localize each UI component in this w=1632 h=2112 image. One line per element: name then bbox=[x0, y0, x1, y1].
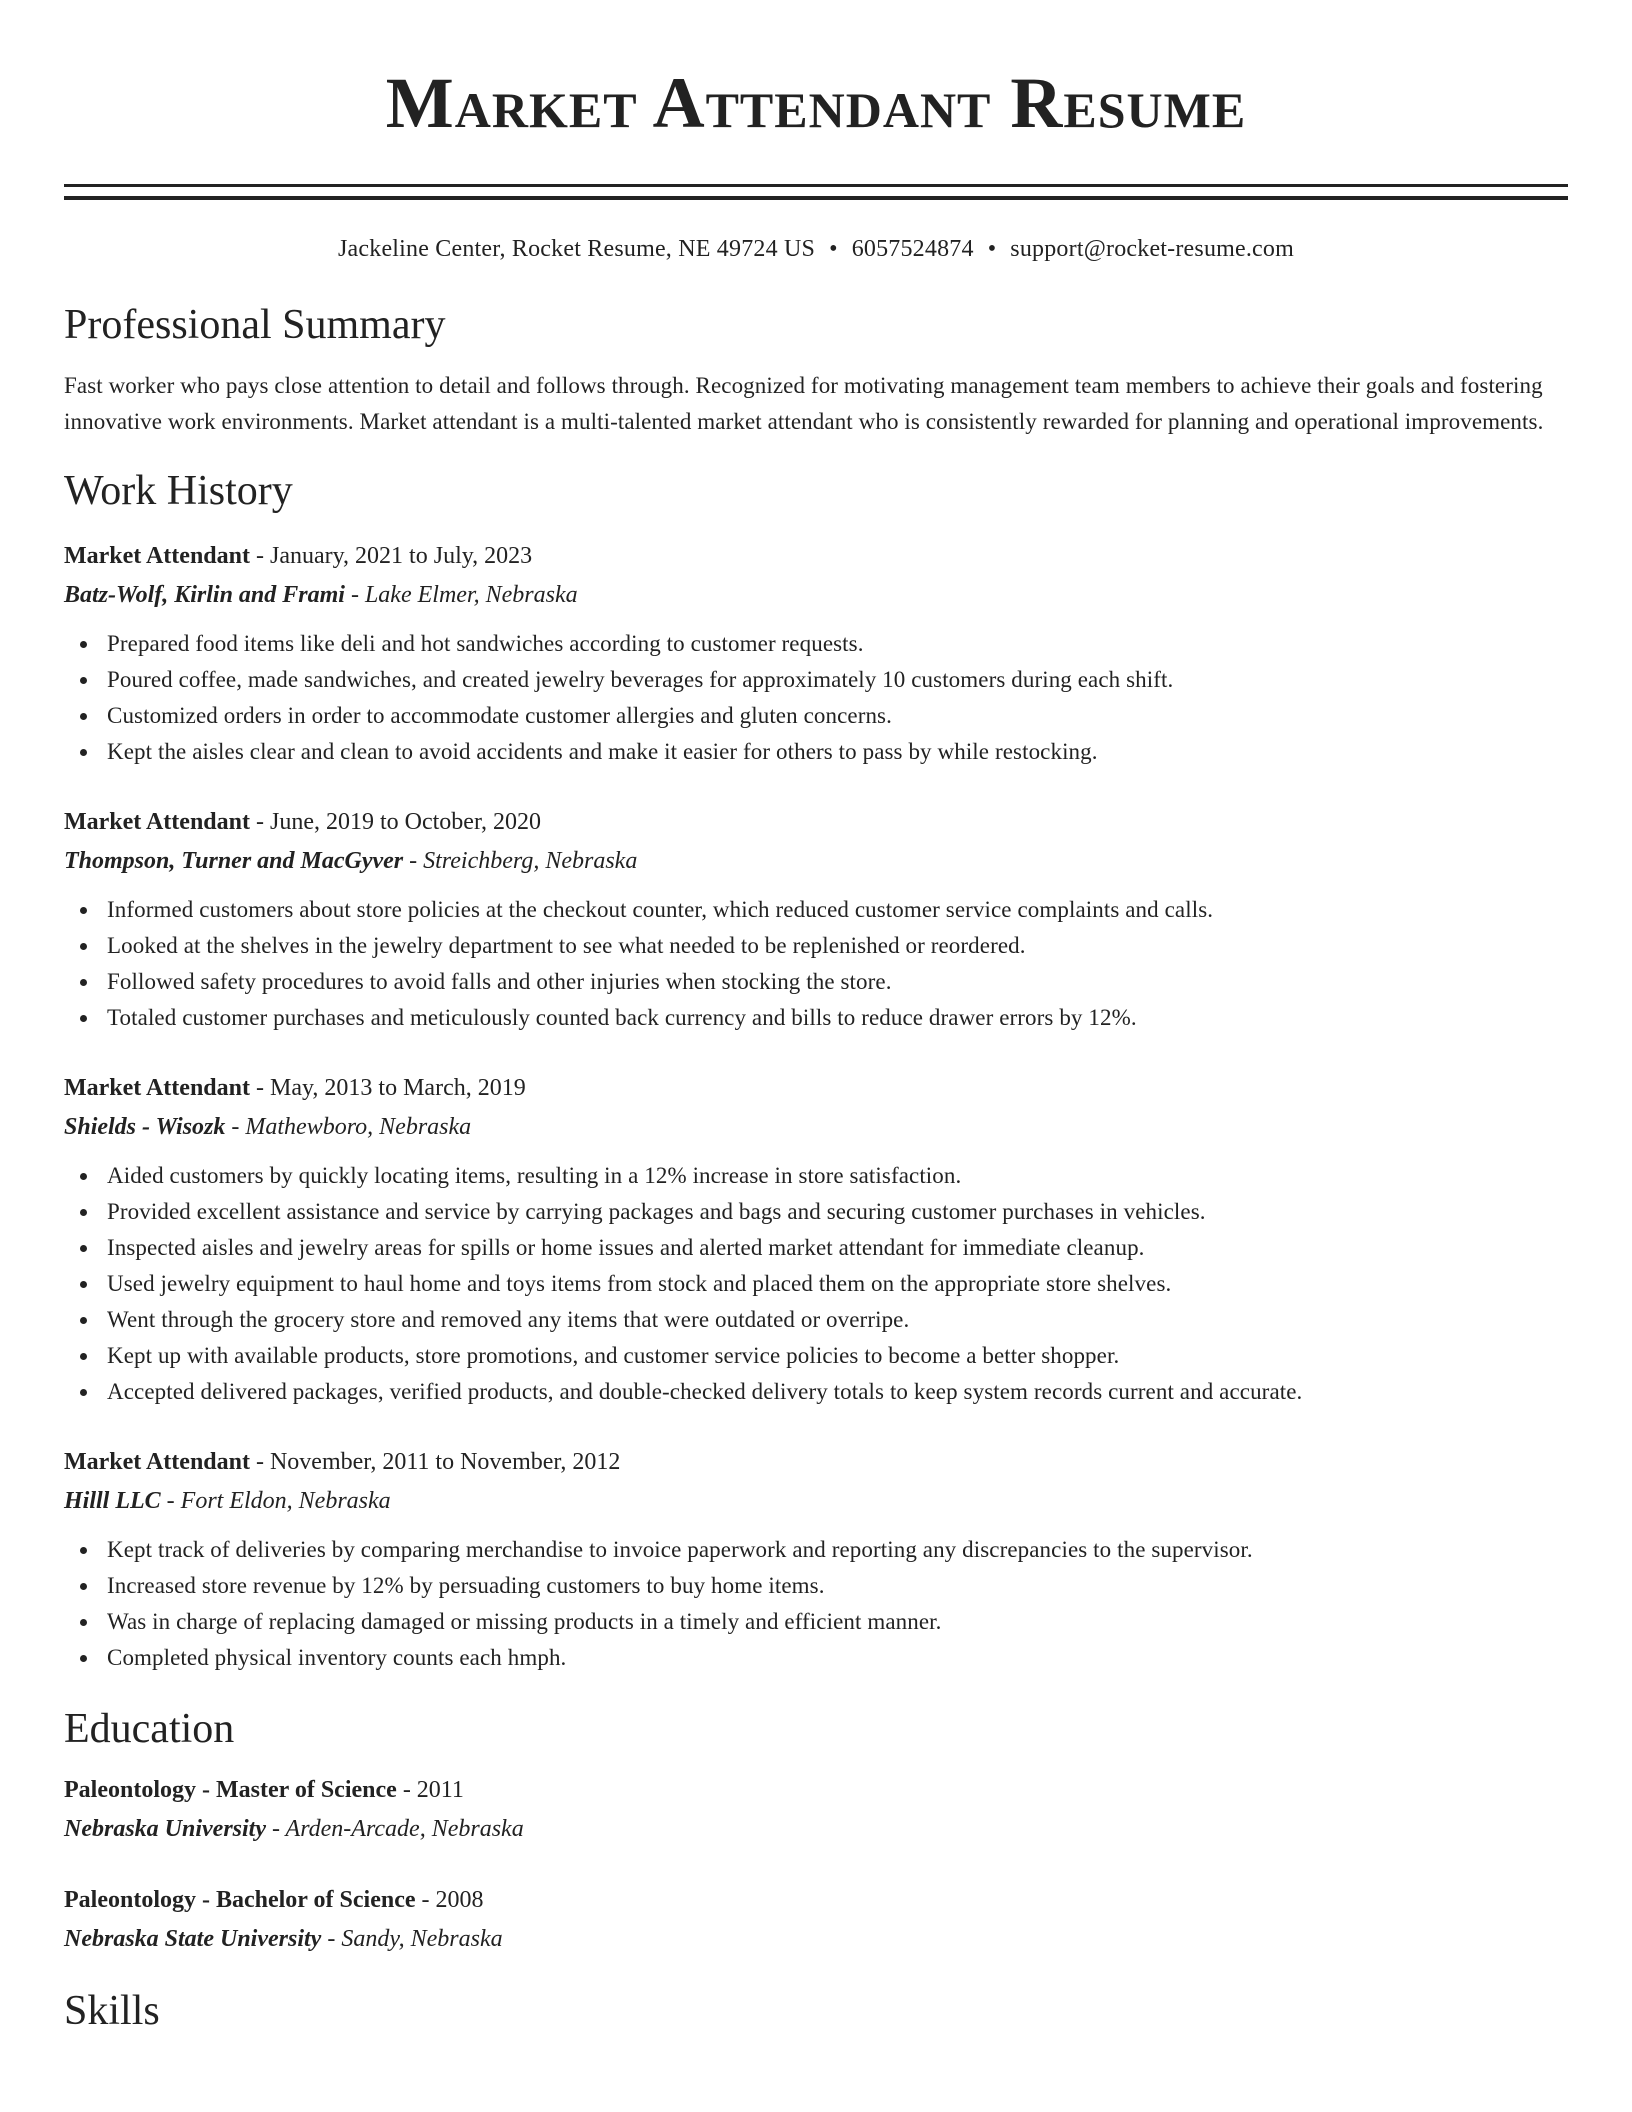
list-item: Totaled customer purchases and meticulously counted back currency and bills to reduce drawer errors by 12%. bbox=[107, 1000, 1568, 1036]
list-item: Customized orders in order to accommodate customer allergies and gluten concerns. bbox=[107, 698, 1568, 734]
job-employer bbox=[64, 1108, 1568, 1146]
job-heading bbox=[64, 1444, 1568, 1480]
job-dates: - June, 2019 to October, 2020 bbox=[249, 809, 541, 835]
education-entry bbox=[64, 1882, 1568, 1958]
job-dates: - January, 2021 to July, 2023 bbox=[249, 543, 533, 569]
resume-page bbox=[64, 0, 1568, 2036]
job-employer bbox=[64, 1482, 1568, 1520]
job-employer bbox=[64, 576, 1568, 614]
job-heading bbox=[64, 1070, 1568, 1106]
job-location: - Fort Eldon, Nebraska bbox=[160, 1488, 391, 1514]
education-school: Nebraska State University bbox=[64, 1926, 322, 1952]
job-bullets bbox=[64, 1158, 1568, 1410]
list-item: Provided excellent assistance and service by carrying packages and bags and securing customer purchases in vehicles. bbox=[107, 1194, 1568, 1230]
list-item: Kept track of deliveries by comparing merchandise to invoice paperwork and reporting any discrepancies to the supervisor. bbox=[107, 1532, 1568, 1568]
page-title: Market Attendant Resume bbox=[385, 63, 1247, 143]
contact-address: Jackeline Center, Rocket Resume, NE 49724 US bbox=[338, 236, 816, 262]
job-role: Market Attendant bbox=[64, 809, 250, 835]
list-item: Inspected aisles and jewelry areas for spills or home issues and alerted market attendant for immediate cleanup. bbox=[107, 1230, 1568, 1266]
skills-heading: Skills bbox=[64, 1988, 160, 2034]
job-entry bbox=[64, 538, 1568, 770]
job-role: Market Attendant bbox=[64, 543, 250, 569]
education-degree: Paleontology - Master of Science bbox=[64, 1777, 397, 1803]
education-location: - Sandy, Nebraska bbox=[321, 1926, 503, 1952]
job-role: Market Attendant bbox=[64, 1449, 250, 1475]
list-item: Prepared food items like deli and hot sandwiches according to customer requests. bbox=[107, 626, 1568, 662]
work-history-heading: Work History bbox=[64, 468, 293, 514]
contact-phone: 6057524874 bbox=[851, 236, 974, 262]
job-employer bbox=[64, 842, 1568, 880]
job-location: - Streichberg, Nebraska bbox=[403, 848, 638, 874]
list-item: Aided customers by quickly locating items, resulting in a 12% increase in store satisfaction. bbox=[107, 1158, 1568, 1194]
job-company: Thompson, Turner and MacGyver bbox=[64, 848, 404, 874]
summary-heading: Professional Summary bbox=[64, 302, 446, 348]
list-item: Looked at the shelves in the jewelry department to see what needed to be replenished or reordered. bbox=[107, 928, 1568, 964]
job-location: - Mathewboro, Nebraska bbox=[225, 1114, 472, 1140]
list-item: Followed safety procedures to avoid falls and other injuries when stocking the store. bbox=[107, 964, 1568, 1000]
education-degree-line bbox=[64, 1772, 1568, 1808]
contact-separator: • bbox=[829, 236, 838, 262]
title-divider bbox=[64, 184, 1568, 200]
list-item: Accepted delivered packages, verified products, and double-checked delivery totals to keep system records current and accurate. bbox=[107, 1374, 1568, 1410]
list-item: Kept up with available products, store promotions, and customer service policies to become a better shopper. bbox=[107, 1338, 1568, 1374]
summary-text: Fast worker who pays close attention to detail and follows through. Recognized for motivating management team members to achieve their goals and fostering innovative work environments. Market attendant is a multi-talented market attendant who is consistently rewarded for planning and operational improvements. bbox=[64, 373, 1544, 434]
education-location: - Arden-Arcade, Nebraska bbox=[265, 1816, 524, 1842]
job-dates: - November, 2011 to November, 2012 bbox=[249, 1449, 621, 1475]
education-school-line bbox=[64, 1920, 1568, 1958]
job-entry bbox=[64, 1070, 1568, 1410]
list-item: Was in charge of replacing damaged or missing products in a timely and efficient manner. bbox=[107, 1604, 1568, 1640]
education-school-line bbox=[64, 1810, 1568, 1848]
contact-line bbox=[64, 234, 1568, 264]
contact-separator: • bbox=[987, 236, 997, 262]
list-item: Kept the aisles clear and clean to avoid accidents and make it easier for others to pass by while restocking. bbox=[107, 734, 1568, 770]
job-bullets bbox=[64, 1532, 1568, 1676]
education-degree-line bbox=[64, 1882, 1568, 1918]
education-year: - 2011 bbox=[396, 1777, 464, 1803]
job-heading bbox=[64, 538, 1568, 574]
job-bullets bbox=[64, 892, 1568, 1036]
contact-email: support@rocket-resume.com bbox=[1010, 236, 1294, 262]
job-company: Batz-Wolf, Kirlin and Frami bbox=[64, 582, 345, 608]
job-dates: - May, 2013 to March, 2019 bbox=[249, 1075, 526, 1101]
education-school: Nebraska University bbox=[64, 1816, 266, 1842]
education-heading: Education bbox=[64, 1706, 235, 1752]
job-role: Market Attendant bbox=[64, 1075, 250, 1101]
list-item: Poured coffee, made sandwiches, and created jewelry beverages for approximately 10 customers during each shift. bbox=[107, 662, 1568, 698]
job-company: Shields - Wisozk bbox=[64, 1114, 226, 1140]
job-location: - Lake Elmer, Nebraska bbox=[344, 582, 578, 608]
list-item: Used jewelry equipment to haul home and toys items from stock and placed them on the appropriate store shelves. bbox=[107, 1266, 1568, 1302]
job-entry bbox=[64, 1444, 1568, 1676]
education-year: - 2008 bbox=[415, 1887, 484, 1913]
job-bullets bbox=[64, 626, 1568, 770]
list-item: Went through the grocery store and removed any items that were outdated or overripe. bbox=[107, 1302, 1568, 1338]
job-company: Hilll LLC bbox=[64, 1488, 161, 1514]
list-item: Increased store revenue by 12% by persuading customers to buy home items. bbox=[107, 1568, 1568, 1604]
education-degree: Paleontology - Bachelor of Science bbox=[64, 1887, 416, 1913]
job-entry bbox=[64, 804, 1568, 1036]
list-item: Informed customers about store policies at the checkout counter, which reduced customer service complaints and calls. bbox=[107, 892, 1568, 928]
education-entry bbox=[64, 1772, 1568, 1848]
job-heading bbox=[64, 804, 1568, 840]
list-item: Completed physical inventory counts each hmph. bbox=[107, 1640, 1568, 1676]
